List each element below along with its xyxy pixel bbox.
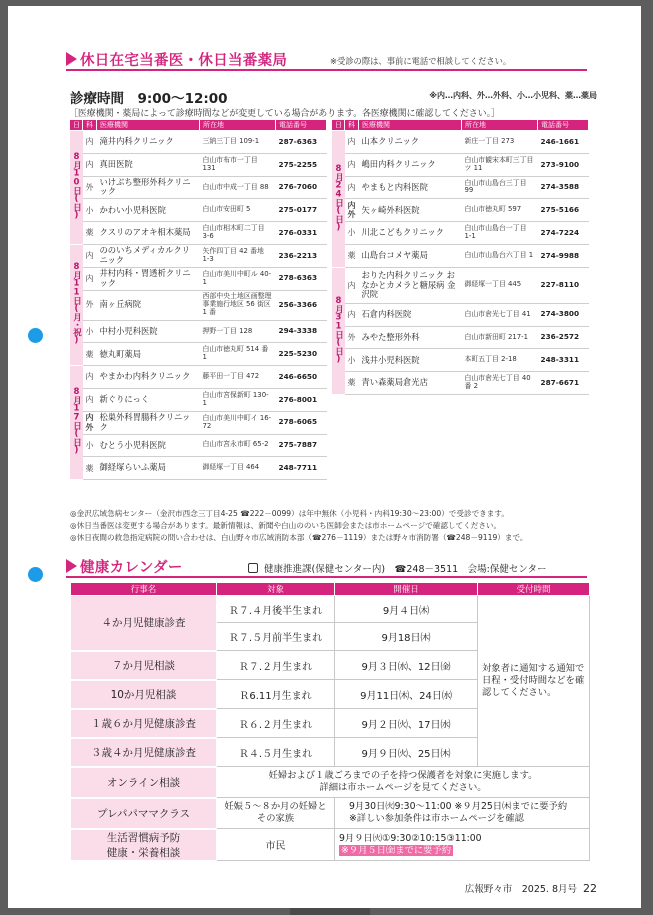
facility-name: いけぶち整形外科クリニック (97, 176, 200, 199)
page-shadow (290, 908, 370, 915)
duty-row (332, 199, 589, 222)
prepapa-text-2: ※詳しい参加条件は市ホームページを確認 (349, 813, 524, 824)
calendar-contact (248, 561, 547, 575)
date: 9月３日㈬、12日㈮ (335, 651, 478, 680)
address: 白山市宮永市町 65-2 (200, 434, 276, 457)
duty-row (70, 388, 327, 411)
facility-name: 石倉内科医院 (359, 303, 462, 326)
page-footer (465, 881, 597, 895)
event-prepapa: プレパパママクラス (71, 798, 217, 829)
address: 白山市美川中町ル 40-1 (200, 267, 276, 290)
phone-number: 278-6065 (276, 411, 327, 434)
address: 白山市中成一丁目 88 (200, 176, 276, 199)
prepapa-target-1: 妊娠５～８か月の妊婦と (224, 801, 327, 813)
duty-date (70, 366, 83, 480)
duty-row (70, 176, 327, 199)
address: 白山市宮保新町 130-1 (200, 388, 276, 411)
duty-date (332, 267, 345, 394)
phone-number: 294-3338 (276, 320, 327, 343)
category: 内外 (83, 411, 97, 434)
event-10month: 10か月児相談 (71, 680, 217, 709)
facility-name: 矢ヶ崎外科医院 (359, 199, 462, 222)
health-calendar-table (70, 582, 590, 862)
category: 小 (345, 349, 359, 372)
phone-number: 278-6363 (276, 267, 327, 290)
date: 9月４日㈭ (335, 596, 478, 623)
section-duty-rule (66, 69, 587, 71)
duty-row (70, 290, 327, 320)
address: 本町五丁目 2-18 (462, 349, 538, 372)
category: 内 (83, 388, 97, 411)
event-7month: ７か月児相談 (71, 651, 217, 680)
facility-name: 中村小児科医院 (97, 320, 200, 343)
duty-row (332, 372, 589, 395)
header-name: 医療機関 (359, 120, 462, 131)
facility-name: 嶋田内科クリニック (359, 153, 462, 176)
target: Ｒ６.２月生まれ (217, 709, 335, 738)
duty-row (70, 434, 327, 457)
category: 薬 (83, 343, 97, 366)
online-text-1: 妊婦および１歳ごろまでの子を持つ保護者を対象に実施します。 (268, 770, 538, 782)
target: Ｒ７.５月前半生まれ (217, 623, 335, 651)
cal-header-reception: 受付時間 (478, 583, 590, 596)
duty-row (70, 343, 327, 366)
address: 押野一丁目 128 (200, 320, 276, 343)
facility-name: 井村内科・胃透析クリニック (97, 267, 200, 290)
prepapa-detail (335, 798, 590, 829)
lifestyle-detail (335, 829, 590, 861)
category-legend: ※内…内科、外…外科、小…小児科、薬…薬局 (429, 91, 597, 100)
address: 矢作四丁目 42 番地 1-3 (200, 244, 276, 267)
lifestyle-reservation-highlight: ※９月５日㈮までに要予約 (341, 844, 452, 856)
footnotes (70, 508, 528, 545)
address: 白山市相木町二丁目 3-6 (200, 222, 276, 245)
phone-number: 248-7711 (276, 457, 327, 480)
header-cat: 科 (83, 120, 97, 131)
event-4month: ４か月児健康診査 (71, 596, 217, 651)
phone-number: 275-7887 (276, 434, 327, 457)
facility-name: 青い森薬局倉光店 (359, 372, 462, 395)
triangle-icon (66, 559, 77, 573)
cal-header-date: 開催日 (335, 583, 478, 596)
phone-number: 246-6650 (276, 366, 327, 389)
address: 白山市美川中町イ 16-72 (200, 411, 276, 434)
duty-date (70, 244, 83, 365)
category: 薬 (83, 457, 97, 480)
facility-name: 山島台コメヤ薬局 (359, 244, 462, 267)
duty-row (70, 320, 327, 343)
phone-number: 274-3588 (538, 176, 589, 199)
category: 内 (83, 153, 97, 176)
category: 内 (345, 176, 359, 199)
footnote: ◎休日夜間の救急指定病院の問い合わせは、白山野々市広域消防本部（☎276－1119）または野々市消防署（☎248－9119）まで。 (70, 533, 528, 543)
duty-date-text: 8月11日(月・祝) (71, 262, 82, 345)
header-addr: 所在地 (200, 120, 276, 131)
duty-row (332, 244, 589, 267)
address: 西部中央土地区画整理事業施行地区 56 街区 1 番 (200, 290, 276, 320)
lifestyle-name-1: 生活習慣病予防 (106, 831, 181, 844)
category: 薬 (345, 372, 359, 395)
facility-name: 山本クリニック (359, 131, 462, 154)
address: 白山市新田町 217-1 (462, 326, 538, 349)
category: 内 (345, 153, 359, 176)
facility-name: 新ぐりにっく (97, 388, 200, 411)
triangle-icon (66, 52, 77, 66)
category: 内外 (345, 199, 359, 222)
address: 御経塚一丁目 445 (462, 267, 538, 303)
section-duty-title (66, 49, 287, 70)
prepapa-target-2: その家族 (256, 813, 295, 824)
prepapa-text-1: 9月30日㈫9:30～11:00 ※９月25日㈭までに要予約 (349, 801, 568, 813)
phone-number: 287-6363 (276, 131, 327, 154)
phone-number: 273-9100 (538, 153, 589, 176)
page (8, 6, 641, 908)
duty-date-text: 8月31日(日) (333, 295, 344, 364)
event-online: オンライン相談 (71, 767, 217, 798)
online-detail (217, 767, 590, 798)
phone-number: 287-6671 (538, 372, 589, 395)
facility-name: みやた整形外科 (359, 326, 462, 349)
address: 白山市安田町 5 (200, 199, 276, 222)
facility-name: 松巣外科胃腸科クリニック (97, 411, 200, 434)
change-note: ［医療機関・薬局によって診療時間などが変更している場合があります。各医療機関に確認してください。］ (69, 109, 500, 119)
phone-number: 256-3366 (276, 290, 327, 320)
phone-number: 274-3800 (538, 303, 589, 326)
facility-name: やまもと内科医院 (359, 176, 462, 199)
hours-text: 診療時間 9:00～12:00 (70, 91, 228, 107)
header-date: 日 (332, 120, 345, 131)
building-icon (248, 563, 258, 573)
duty-table-left (69, 119, 327, 480)
phone-number: 276-0331 (276, 222, 327, 245)
duty-row (332, 176, 589, 199)
duty-row (70, 222, 327, 245)
facility-name: かわい小児科医院 (97, 199, 200, 222)
duty-row (70, 267, 327, 290)
phone-number: 225-5230 (276, 343, 327, 366)
duty-date-text: 8月24日(日) (333, 163, 344, 232)
category: 内 (345, 131, 359, 154)
target: Ｒ４.５月生まれ (217, 738, 335, 767)
target: Ｒ6.11月生まれ (217, 680, 335, 709)
category: 外 (83, 290, 97, 320)
date: 9月18日㈭ (335, 623, 478, 651)
duty-row (70, 153, 327, 176)
section-calendar-title-text: 健康カレンダー (80, 560, 183, 576)
duty-row (70, 457, 327, 480)
section-duty-title-text: 休日在宅当番医・休日当番薬局 (80, 53, 288, 69)
duty-row (70, 131, 327, 154)
header-cat: 科 (345, 120, 359, 131)
phone-number: 274-7224 (538, 222, 589, 245)
header-addr: 所在地 (462, 120, 538, 131)
address: 三納三丁目 109-1 (200, 131, 276, 154)
duty-row (332, 222, 589, 245)
phone-number: 236-2213 (276, 244, 327, 267)
facility-name: おりた内科クリニック おなかとカメラと糖尿病 金沢院 (359, 267, 462, 303)
duty-date-text: 8月17日(日) (71, 387, 82, 455)
blue-bullet-1 (28, 328, 43, 343)
footnote: ◎休日当番医は変更する場合があります。最新情報は、新聞や白山ののいち医師会または市ホームページで確認してください。 (70, 521, 502, 531)
category: 薬 (83, 222, 97, 245)
facility-name: 滝井内科クリニック (97, 131, 200, 154)
phone-number: 227-8110 (538, 267, 589, 303)
phone-number: 246-1661 (538, 131, 589, 154)
facility-name: クスリのアオキ相木薬局 (97, 222, 200, 245)
duty-row (332, 153, 589, 176)
address: 白山市徳丸町 514 番 1 (200, 343, 276, 366)
event-3year: ３歳４か月児健康診査 (71, 738, 217, 767)
lifestyle-text-1: 9月９日㈫①9:30②10:15③11:00 (339, 832, 482, 844)
facility-name: 御経塚らいふ薬局 (97, 457, 200, 480)
publication-name: 広報野々市 2025. 8月号 (464, 884, 577, 895)
address: 白山市布市一丁目 131 (200, 153, 276, 176)
phone-number: 276-8001 (276, 388, 327, 411)
calendar-contact-text: 健康推進課(保健センター内) ☎248－3511 会場:保健センター (264, 564, 547, 575)
section-calendar-rule (66, 576, 587, 578)
facility-name: ののいちメディカルクリニック (97, 244, 200, 267)
footnote: ◎金沢広域急病センター（金沢市西念三丁目4-25 ☎222－0099）は年中無休（小児科・内科19:30～23:00）で受診できます。 (70, 509, 509, 518)
category: 小 (83, 199, 97, 222)
event-18month: １歳６か月児健康診査 (71, 709, 217, 738)
category: 薬 (345, 244, 359, 267)
address: 白山市倉光七丁目 41 (462, 303, 538, 326)
duty-row (332, 349, 589, 372)
duty-row (70, 244, 327, 267)
duty-row (70, 366, 327, 389)
duty-row (70, 411, 327, 434)
page-number: 22 (583, 882, 597, 895)
address: 新庄一丁目 273 (462, 131, 538, 154)
phone-number: 248-3311 (538, 349, 589, 372)
prepapa-target (217, 798, 335, 829)
category: 内 (83, 244, 97, 267)
phone-number: 275-2255 (276, 153, 327, 176)
header-tel: 電話番号 (538, 120, 589, 131)
duty-table-right (331, 119, 589, 395)
facility-name: やまかわ内科クリニック (97, 366, 200, 389)
cal-header-event: 行事名 (71, 583, 217, 596)
facility-name: 浅井小児科医院 (359, 349, 462, 372)
lifestyle-name-2: 健康・栄養相談 (106, 846, 181, 859)
address: 白山市観宋本町三丁目ツ 11 (462, 153, 538, 176)
category: 内 (83, 366, 97, 389)
category: 小 (345, 222, 359, 245)
category: 外 (83, 176, 97, 199)
header-name: 医療機関 (97, 120, 200, 131)
category: 内 (83, 267, 97, 290)
duty-row (70, 199, 327, 222)
phone-number: 275-5166 (538, 199, 589, 222)
duty-row (332, 303, 589, 326)
duty-row (332, 267, 589, 303)
address: 白山市倉光七丁目 40 番 2 (462, 372, 538, 395)
target: Ｒ７.４月後半生まれ (217, 596, 335, 623)
header-date: 日 (70, 120, 83, 131)
address: 御経塚一丁目 464 (200, 457, 276, 480)
date: 9月11日㈭、24日㈬ (335, 680, 478, 709)
header-tel: 電話番号 (276, 120, 327, 131)
lifestyle-target: 市民 (217, 829, 335, 861)
reception-note: 対象者に通知する通知で日程・受付時間などを確認してください。 (478, 596, 590, 767)
address: 白山市山島台一丁目 1-1 (462, 222, 538, 245)
section-calendar-title (66, 556, 183, 577)
phone-number: 274-9988 (538, 244, 589, 267)
facility-name: 南ヶ丘病院 (97, 290, 200, 320)
facility-name: 真田医院 (97, 153, 200, 176)
category: 小 (83, 320, 97, 343)
cal-header-target: 対象 (217, 583, 335, 596)
date: 9月２日㈫、17日㈬ (335, 709, 478, 738)
event-lifestyle (71, 829, 217, 861)
date: 9月９日㈫、25日㈭ (335, 738, 478, 767)
duty-date (70, 131, 83, 245)
address: 白山市徳丸町 597 (462, 199, 538, 222)
online-text-2: 詳細は市ホームページを見てください。 (319, 782, 487, 793)
facility-name: 川北こどもクリニック (359, 222, 462, 245)
category: 外 (345, 326, 359, 349)
address: 白山市山島台三丁目 99 (462, 176, 538, 199)
facility-name: 徳丸町薬局 (97, 343, 200, 366)
category: 内 (83, 131, 97, 154)
address: 藤平田一丁目 472 (200, 366, 276, 389)
phone-number: 276-7060 (276, 176, 327, 199)
blue-bullet-2 (28, 567, 43, 582)
duty-date-text: 8月10日(日) (71, 152, 82, 220)
category: 内 (345, 303, 359, 326)
duty-date (332, 131, 345, 268)
duty-row (332, 326, 589, 349)
phone-number: 275-0177 (276, 199, 327, 222)
duty-row (332, 131, 589, 154)
category: 小 (83, 434, 97, 457)
target: Ｒ７.２月生まれ (217, 651, 335, 680)
section-duty-note: ※受診の際は、事前に電話で相談してください。 (330, 56, 512, 66)
address: 白山市山島台六丁目 1 (462, 244, 538, 267)
category: 内 (345, 267, 359, 303)
phone-number: 236-2572 (538, 326, 589, 349)
facility-name: むとう小児科医院 (97, 434, 200, 457)
